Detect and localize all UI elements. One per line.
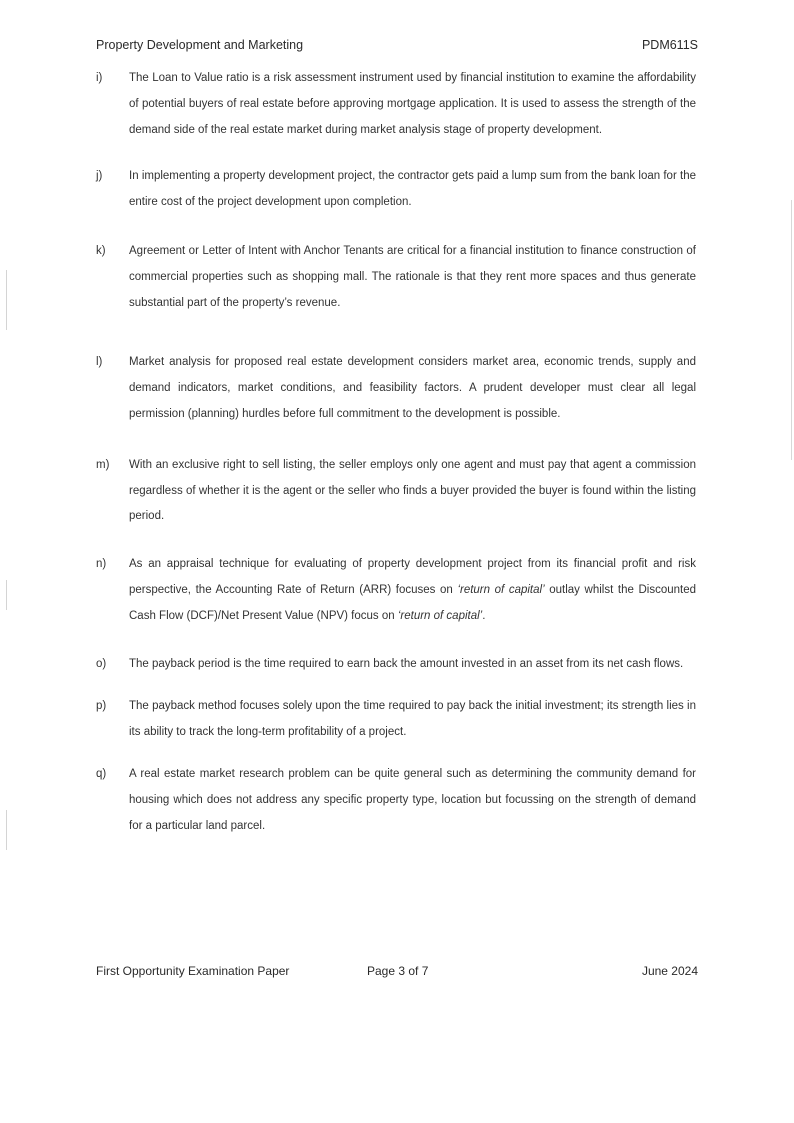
item-label: p) <box>96 700 107 713</box>
item-label: k) <box>96 244 106 257</box>
item-text: With an exclusive right to sell listing, the seller employs only one agent and must pay that agent a commission regardless of whether it is the agent or the seller who finds a buyer provided the buyer is found within the listing period. <box>129 458 696 523</box>
scan-edge-line <box>791 200 792 460</box>
item-text: Agreement or Letter of Intent with Anchor Tenants are critical for a financial institution to finance construction of commercial properties such as shopping mall. The rationale is that they rent more spaces and thus generate substantial part of the property’s revenue. <box>129 244 696 309</box>
item-text-part: . <box>482 609 486 622</box>
item-label: i) <box>96 72 103 84</box>
item-text: A real estate market research problem can be quite general such as determining the community demand for housing which does not address any specific property type, location but focussing on the strength of demand for a particular land parcel. <box>129 767 696 832</box>
question-item-j <box>96 164 696 216</box>
question-item-k <box>96 239 696 316</box>
item-label: o) <box>96 657 107 670</box>
page-header <box>96 38 698 56</box>
page-footer <box>96 964 698 982</box>
question-item-q <box>96 762 696 839</box>
paper-title: First Opportunity Examination Paper <box>96 964 290 978</box>
item-text: The payback period is the time required to earn back the amount invested in an asset from its net cash flows. <box>129 657 684 670</box>
question-item-i <box>96 66 696 143</box>
scan-margin-mark <box>6 270 7 330</box>
item-text: In implementing a property development project, the contractor gets paid a lump sum from the bank loan for the entire cost of the project development upon completion. <box>129 170 696 209</box>
item-text: Market analysis for proposed real estate development considers market area, economic trends, supply and demand indicators, market conditions, and feasibility factors. A prudent developer must clear all legal permission (planning) hurdles before full commitment to the development is possible. <box>129 356 696 420</box>
scan-margin-mark <box>6 580 7 610</box>
page-number: Page 3 of 7 <box>367 964 429 978</box>
item-text-part: As an appraisal technique for evaluating of property development project from its financial profit and risk perspective, the Accounting Rate of Return (ARR) focuses on <box>129 558 696 596</box>
item-text-part: outlay whilst the Discounted Cash Flow (DCF)/Net Present Value (NPV) focus on <box>129 583 696 622</box>
question-list <box>96 64 696 839</box>
exam-date: June 2024 <box>641 964 698 978</box>
question-item-p <box>96 694 696 746</box>
question-item-m <box>96 453 696 530</box>
item-text: The payback method focuses solely upon the time required to pay back the initial investment; its strength lies in its ability to track the long-term profitability of a project. <box>129 700 696 739</box>
item-label: j) <box>96 170 103 183</box>
item-label: m) <box>96 458 110 471</box>
scan-margin-mark <box>6 810 7 850</box>
course-title: Property Development and Marketing <box>96 38 304 52</box>
item-text: The Loan to Value ratio is a risk assessment instrument used by financial institution to examine the affordability of potential buyers of real estate before approving mortgage application. It is used to assess the strength of the demand side of the real estate market during market analysis stage of property development. <box>129 72 696 136</box>
question-item-n <box>96 552 696 629</box>
item-text-emphasis: ‘return of capital’ <box>397 609 483 622</box>
item-label: q) <box>96 767 107 780</box>
course-code: PDM611S <box>641 38 698 52</box>
item-text <box>129 552 696 629</box>
question-item-o <box>96 652 696 678</box>
item-label: l) <box>96 356 103 369</box>
item-text-emphasis: ‘return of capital’ <box>457 583 545 596</box>
question-item-l <box>96 350 696 427</box>
item-label: n) <box>96 558 107 571</box>
